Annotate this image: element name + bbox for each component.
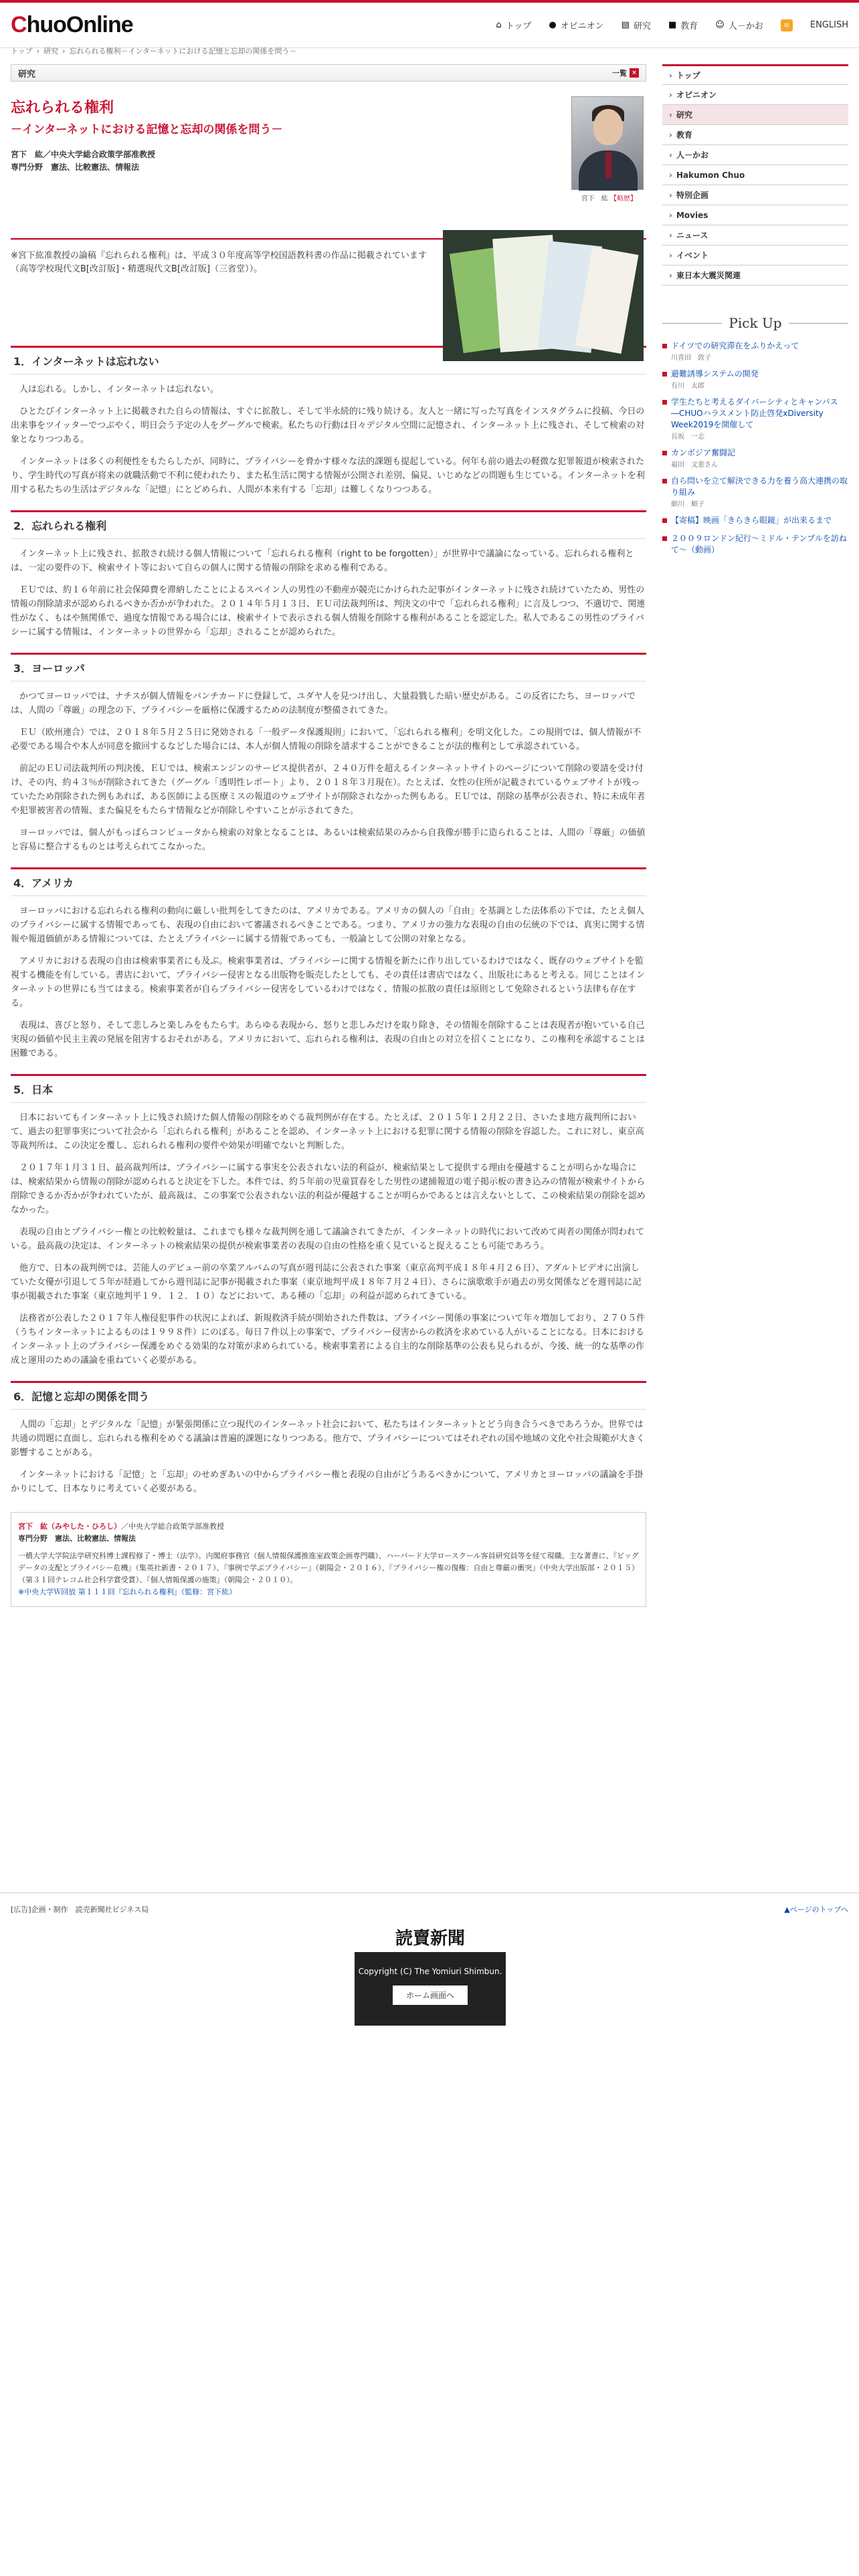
section-label: 研究 <box>18 69 36 80</box>
paragraph: ＥＵ（欧州連合）では、２０１８年５月２５日に発効される「一般データ保護規則」において、「忘れられる権利」を明文化した。この規則では、個人情報が不必要である場合や本人が同意を撤回するなどした場合には、本人が個人情報の削除を請求することができることが法的権利として承認されている。 <box>11 728 642 752</box>
paragraph: アメリカにおける表現の自由は検索事業者にも及ぶ。検索事業者は、プライバシーに関する情報を新たに作り出しているわけではなく、既存のウェブサイトを監視する機能を有している。書店において、プライバシー侵害となる出版物を販売したとしても、その責任は書店ではなく、出版社にあると考える。同じことはインターネットの世界にも当てはまる。検索事業者が自らプライバシー侵害をしているわけではなく、情報の拡散の責任は原則として免除されるという法律も存在する。 <box>11 956 645 1008</box>
author-info: 宮下 紘／中央大学総合政策学部准教授 専門分野 憲法、比較憲法、情報法 <box>11 150 156 172</box>
paragraph: 人間の「忘却」とデジタルな「記憶」が緊張関係に立つ現代のインターネット社会において、私たちはインターネットとどう向き合うべきであろうか。世界では共通の問題に直面し、忘れられる権利をめぐる議論は普遍的課題になりつつある。他方で、プライバシーについてはそれぞれの国や地域の文化や社会規範が大きく影響することがある。 <box>11 1420 645 1458</box>
article-section <box>11 1074 646 1368</box>
breadcrumb <box>11 45 301 56</box>
pickup-title[interactable] <box>662 368 848 380</box>
paragraph: 人は忘れる。しかし、インターネットは忘れない。 <box>19 385 219 395</box>
bio-link[interactable]: 【略歴】 <box>610 195 637 203</box>
yomiuri-banner <box>355 1925 506 2026</box>
pickup-item[interactable] <box>662 447 848 469</box>
home-icon: ⌂ <box>496 20 502 30</box>
pickup-title[interactable] <box>662 475 848 498</box>
article-section <box>11 510 646 639</box>
paragraph: 表現は、喜びと怒り、そして悲しみと楽しみをもたらす。あらゆる表現から、怒りと悲しみだけを取り除き、その情報を削除することは表現者が抱いている自己実現の価値や民主主義の発展を阻害するおそれがある。アメリカにおいて、忘れられる権利は、表現の自由との対立を招くことになり、この権利を承認することは困難である。 <box>11 1021 645 1059</box>
video-link[interactable]: ※中央大学Ｗ回放 第１１１回『忘れられる権利』（監修：宮下紘） <box>18 1588 237 1596</box>
pickup-item[interactable] <box>662 340 848 362</box>
sidebar-nav-item[interactable]: › Movies <box>662 205 848 225</box>
bullet-icon <box>662 479 667 484</box>
pickup-title[interactable] <box>662 340 848 352</box>
pickup-author: 川喜田 敦子 <box>671 354 711 362</box>
sidebar-nav-item[interactable]: › トップ <box>662 64 848 84</box>
bullet-icon <box>662 536 667 541</box>
pickup-author: 細川 順子 <box>671 501 704 508</box>
paragraph: 法務省が公表した２０１７年人権侵犯事件の状況によれば、新規救済手続が開始された件数は、プライバシー関係の事案について年々増加しており、２７０５件（うちインターネットによるものは１９９８件）にのぼる。毎日７件以上の事案で、プライバシー侵害からの救済を求めている人がいることになる。日本におけるインターネット上のプライバシー保護をめぐる効果的な対策が求められている。検索事業者による自主的な削除基準の公表も見られるが、今後、統一的な基準の作成と運用のための議論を重ねていく必要がある。 <box>11 1313 646 1366</box>
pickup-item[interactable] <box>662 515 848 526</box>
pickup-title[interactable] <box>662 397 848 431</box>
pickup-text[interactable]: ２００９ロンドン紀行～ミドル・テンプルを訪ねて～（動画） <box>671 534 847 554</box>
article-title: 忘れられる権利 <box>11 100 114 116</box>
footer-credit: [広告]企画・制作 読売新聞社ビジネス局 <box>11 1905 149 1914</box>
nav-item-4[interactable] <box>715 19 763 31</box>
pickup-author: 福田 文恵さん <box>671 461 718 469</box>
sidebar-nav-item[interactable]: › オピニオン <box>662 84 848 104</box>
paragraph: かつてヨーロッパでは、ナチスが個人情報をパンチカードに登録して、ユダヤ人を見つけ出し、大量殺戮した暗い歴史がある。この反省にたち、ヨーロッパでは、人間の「尊厳」の理念の下、プライバシーを厳格に保護するための法制度が整備されてきた。 <box>11 691 636 716</box>
sidebar-nav-item[interactable]: › 人－かお <box>662 144 848 165</box>
list-link[interactable]: 一覧 × <box>612 68 639 78</box>
section-heading: 3．ヨーロッパ <box>11 653 646 681</box>
breadcrumb-item[interactable]: 忘れられる権利－インターネットにおける記憶と忘却の関係を問う－ <box>69 47 297 56</box>
paragraph: 前記のＥＵ司法裁判所の判決後、ＥＵでは、検索エンジンのサービス提供者が、２４０万件を超えるインターネットサイトのページについて削除の要請を受け付け、その内、約４３％が削除されてきた（グーグル「透明性レポート」より、２０１８年３月現在）。たとえば、女性の住所が記載されているウェブサイトが残っていたため削除された例もあれば、ある医師による医療ミスの報道のウェブサイトが削除されなかった例もある。ＥＵでは、削除の基準が公表され、特に未成年者や犯罪被害者の情報、また偏見をもたらす情報などが削除しやすいことが示されてきた。 <box>11 764 646 816</box>
article-section <box>11 346 646 497</box>
article-section <box>11 653 646 854</box>
research-icon: ▤ <box>621 20 630 30</box>
main-content <box>11 64 646 1607</box>
paragraph: ひとたびインターネット上に掲載された自らの情報は、すぐに拡散し、そして半永続的に残り続ける。友人と一緒に写った写真をインスタグラムに投稿、今日の出来事をツイッターでつぶやく、明日会う予定の人をグーグルで検索。私たちの行動は日々デジタル空間に記憶され、インターネット上に残され、そして検索の対象となりつつある。 <box>11 407 645 445</box>
pickup-item[interactable] <box>662 533 848 556</box>
nav-label: 人－かお <box>728 21 763 31</box>
article-section <box>11 1381 646 1496</box>
sidebar-nav-item[interactable]: › Hakumon Chuo <box>662 165 848 185</box>
sidebar-nav-item[interactable]: › 特別企画 <box>662 185 848 205</box>
author-bio-box: 宮下 紘（みやした・ひろし）／中央大学総合政策学部准教授 専門分野 憲法、比較憲法、情報法 一橋大学大学院法学研究科博士課程修了・博士（法学）。内閣府事務官（個人情報保護推進室政策企画専門職）、ハーバード大学ロースクール客員研究員等を経て現職。主な著書に、『ビッグデータの支配とプライバシー危機』（集英社新書・２０１７）、『事例で学ぶプライバシー』（朝陽会・２０１６）、『プライバシー権の復権：自由と尊厳の衝突』（中央大学出版部・２０１５）（第３１回テレコム社会科学賞受賞）、『個人情報保護の施策』（朝陽会・２０１０）。 ※中央大学Ｗ回放 第１１１回『忘れられる権利』（監修：宮下紘） <box>11 1512 646 1607</box>
pickup-text[interactable]: 避難誘導システムの開発 <box>671 369 759 379</box>
pickup-author: 長坂 一志 <box>671 433 704 441</box>
bullet-icon <box>662 372 667 377</box>
sidebar <box>662 64 848 556</box>
sidebar-nav-item[interactable]: › イベント <box>662 245 848 265</box>
nav-item-0[interactable] <box>496 19 531 31</box>
section-heading: 4．アメリカ <box>11 867 646 896</box>
section-heading: 5．日本 <box>11 1074 646 1103</box>
pickup-heading: Pick Up <box>662 315 848 331</box>
sidebar-nav-item[interactable]: › ニュース <box>662 225 848 245</box>
nav-label: 教育 <box>680 21 698 31</box>
textbook-note: ※宮下紘准教授の論稿『忘れられる権利』は、平成３０年度高等学校国語教科書の作品に掲載されています（高等学校現代文B[改訂版]・精選現代文B[改訂版]（三省堂））。 <box>11 251 427 274</box>
pickup-text[interactable]: 【寄稿】映画「きらきら眼鏡」が出来るまで <box>671 516 832 525</box>
sidebar-nav-item[interactable]: › 教育 <box>662 124 848 144</box>
nav-label: トップ <box>505 21 532 31</box>
pickup-author: 有川 太郎 <box>671 383 704 390</box>
pickup-text[interactable]: ドイツでの研究滞在をふりかえって <box>671 341 799 350</box>
english-link[interactable]: ENGLISH <box>809 20 848 30</box>
sidebar-nav-item[interactable]: › 東日本大震災関連 <box>662 265 848 285</box>
bullet-icon <box>662 451 667 455</box>
sidebar-nav <box>662 64 848 286</box>
home-button[interactable]: ホーム画面へ <box>393 1985 468 2005</box>
sidebar-nav-item[interactable]: › 研究 <box>662 104 848 124</box>
site-header <box>0 3 859 48</box>
pickup-item[interactable] <box>662 475 848 508</box>
paragraph: ２０１７年１月３１日、最高裁判所は、プライバシーに属する事実を公表されない法的利益が、検索結果として提供する理由を優越することが明らかな場合には、検索結果から情報の削除が認められると決定を下した。本件では、約５年前の児童買春をした男性の逮捕報道の電子掲示板の書き込みの情報が検索サイトから削除できるか否かが争われていたが、最高裁は、この事案で公表されない法的利益が優越することが明らかであるとは言えないとして、この検索結果の削除を認めなかった。 <box>11 1163 646 1215</box>
pickup-text[interactable]: 自ら問いを立て解決できる力を養う高大連携の取り組み <box>671 476 848 497</box>
nav-label: 研究 <box>633 21 651 31</box>
global-nav <box>496 19 848 31</box>
paragraph: インターネットは多くの利便性をもたらしたが、同時に、プライバシーを脅かす様々な法的課題も提起している。何年も前の過去の軽微な犯罪報道が検索されたり、学生時代の写真が将来の就職活動で不利に使われたり、また私生活に関する情報が公開され差別、偏見、いじめなどの問題も生じている。インターネットを利用する私たちの生活はデジタルな「記憶」にとどめられ、人間が本来有する「忘却」は難しくなりつつある。 <box>11 457 645 495</box>
pickup-item[interactable] <box>662 397 848 441</box>
breadcrumb-item[interactable]: トップ <box>11 47 33 56</box>
photo-caption: 宮下 紘 【略歴】 <box>581 195 637 203</box>
pickup-text[interactable]: カンボジア奮闘記 <box>671 448 736 457</box>
section-heading: 6．記憶と忘却の関係を問う <box>11 1381 646 1410</box>
site-footer <box>0 1893 859 2026</box>
article-section <box>11 867 646 1061</box>
paragraph: インターネットにおける「記憶」と「忘却」のせめぎあいの中からプライバシー権と表現の自由がどうあるべきかについて、アメリカとヨーロッパの議論を手掛かりにして、日本なりに考えていく必要がある。 <box>11 1470 644 1494</box>
opinion-icon: ● <box>549 20 557 30</box>
textbook-photo <box>443 230 644 361</box>
paragraph: ヨーロッパにおける忘れられる権利の動向に厳しい批判をしてきたのは、アメリカである。アメリカの個人の「自由」を基調とした法体系の下では、たとえ個人のプライバシーに属する情報であっても、表現の自由において審議されるべきことである。つまり、アメリカの強力な表現の自由の伝統の下では、真実に関する情報や報道価値がある情報については、たとえプライバシーに属する情報であっても、一般論として公開の対象となる。 <box>11 906 645 944</box>
paragraph: ヨーロッパでは、個人がもっぱらコンピュータから検索の対象となることは、あるいは検索結果のみから自我像が勝手に造られることは、人間の「尊厳」の価値と容易に整合するものとは考えられてこなかった。 <box>11 828 646 852</box>
breadcrumb-item[interactable]: › <box>62 47 66 56</box>
breadcrumb-item[interactable]: › <box>36 47 40 56</box>
pickup-item[interactable] <box>662 368 848 390</box>
people-icon: ☺ <box>715 20 725 30</box>
bullet-icon <box>662 344 667 348</box>
paragraph: 他方で、日本の裁判例では、芸能人のデビュー前の卒業アルバムの写真が週刊誌に公表された事案（東京高判平成１８年４月２６日）、アダルトビデオに出演していた女優が引退して５年が経過してから週刊誌に記事が掲載された事案（東京地判平成１８年７月２４日）、さらに演歌歌手が過去の男女関係などを週刊誌に記事が掲載された事案（東京地判平１９．１２．１０）などにおいて、ある種の「忘却」の利益が認められてきている。 <box>11 1263 642 1301</box>
nav-item-1[interactable] <box>549 19 603 31</box>
section-header <box>11 64 646 82</box>
pickup-text[interactable]: 学生たちと考えるダイバーシティとキャンパス ―CHUOハラスメント防止啓発xDiversity Week2019を開催して <box>671 397 838 429</box>
pickup-title[interactable] <box>662 515 848 526</box>
page-top-link[interactable]: ▲ページのトップへ <box>784 1905 848 1914</box>
paragraph: ＥＵでは、約１６年前に社会保障費を滞納したことによるスペイン人の男性の不動産が競売にかけられた記事がインターネットに残され続けていたため、男性の情報の削除請求が認められるべきか否かが争われた。２０１４年５月１３日、ＥＵ司法裁判所は、判決文の中で「忘れられる権利」に言及しつつ、不適切で、関連性がなく、もはや無関係で、過度な情報である場合には、検索サイトで表示される個人情報を削除する権利があることを認定した。私人であるこの男性のプライバシーに属する情報は、インターネットの世界から「忘却」されることが認められた。 <box>11 585 646 637</box>
rss-icon[interactable]: ≡ <box>781 19 793 31</box>
nav-item-2[interactable] <box>622 19 651 31</box>
close-icon: × <box>630 68 639 78</box>
article-subtitle: －インターネットにおける記憶と忘却の関係を問う－ <box>11 123 283 136</box>
paragraph: 日本においてもインターネット上に残され続けた個人情報の削除をめぐる裁判例が存在する。たとえば、２０１５年１２月２２日、さいたま地方裁判所において、過去の犯罪事実について社会から「忘れられる権利」があることを認め、インターネット上における犯罪に関する情報の削除を容認した。これに対し、東京高等裁判所は、この決定を覆し、忘れられる権利の要件や効果が明確でないと判断した。 <box>11 1113 644 1151</box>
section-heading: 1．インターネットは忘れない <box>11 346 646 374</box>
author-photo <box>571 96 644 190</box>
nav-item-3[interactable] <box>668 19 698 31</box>
bullet-icon <box>662 400 667 405</box>
pickup-list <box>662 340 848 556</box>
paragraph: 表現の自由とプライバシー権との比較較量は、これまでも様々な裁判例を通して議論されてきたが、インターネットの時代において改めて両者の関係が問われている。最高裁の決定は、インターネットの検索結果の提供が検索事業者の表現の自由の性格を重く見ていると捉えることも可能であろう。 <box>11 1227 645 1251</box>
bullet-icon <box>662 518 667 523</box>
section-heading: 2．忘れられる権利 <box>11 510 646 539</box>
copyright: Copyright (C) The Yomiuri Shimbun. <box>358 1967 502 1976</box>
site-logo[interactable]: ChuoOnline <box>11 12 133 37</box>
pickup-title[interactable] <box>662 447 848 459</box>
breadcrumb-item[interactable]: 研究 <box>43 47 59 56</box>
yomiuri-logo: 読賣新聞 <box>355 1925 506 1952</box>
pickup-title[interactable] <box>662 533 848 556</box>
paragraph: インターネット上に残され、拡散され続ける個人情報について「忘れられる権利（right to be forgotten）」が世界中で議論になっている。忘れられる権利とは、一定の要件の下、検索サイト等において自らの個人に関する情報の削除を求める権利である。 <box>11 549 634 573</box>
nav-label: オピニオン <box>560 21 604 31</box>
education-icon: ■ <box>668 20 677 30</box>
